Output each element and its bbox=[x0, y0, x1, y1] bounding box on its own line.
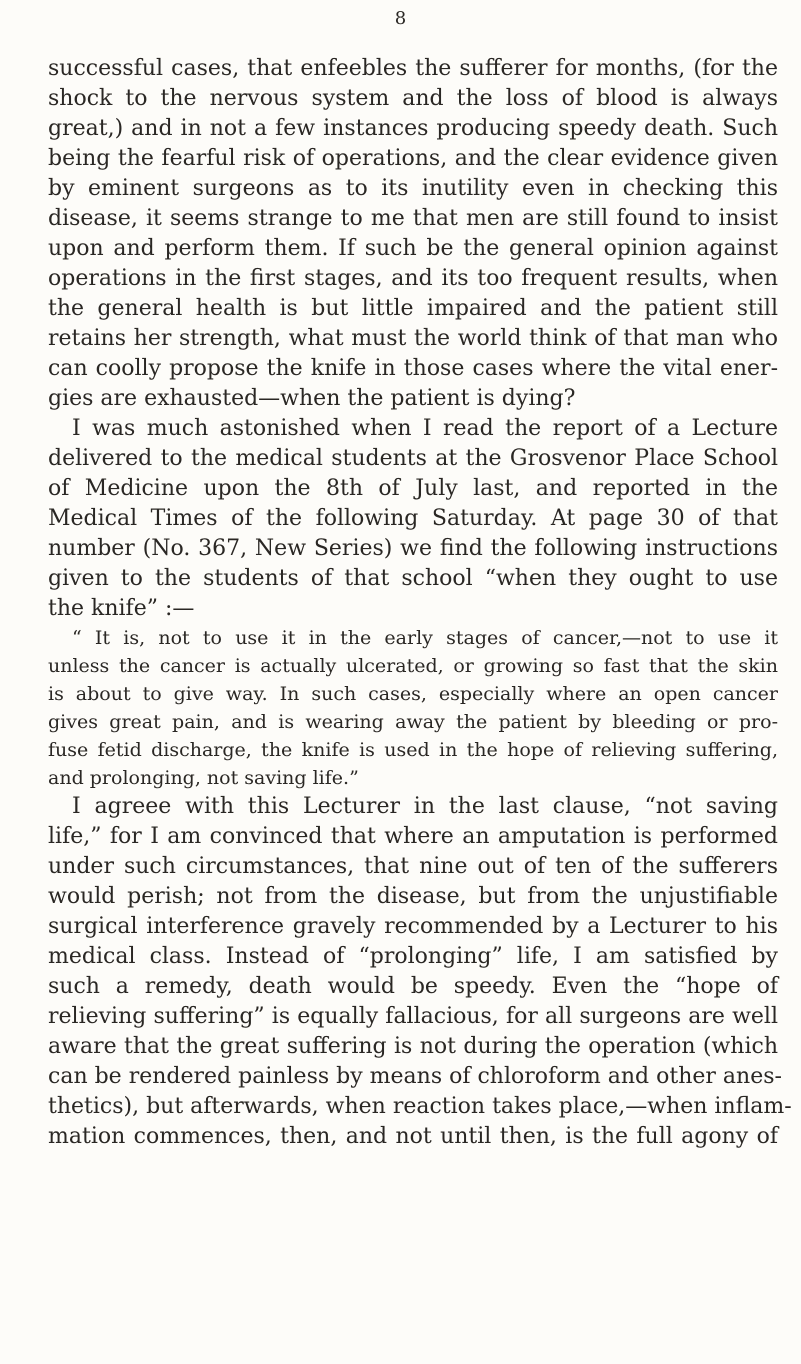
text-line: under such circumstances, that nine out of ten of the sufferers bbox=[48, 854, 778, 879]
text-line: I agreee with this Lecturer in the last clause, “not saving bbox=[72, 794, 778, 819]
text-line: given to the students of that school “when they ought to use bbox=[48, 566, 778, 591]
paragraph-1 bbox=[48, 54, 778, 414]
body-text bbox=[48, 54, 792, 1152]
text-line: can coolly propose the knife in those cases where the vital ener- bbox=[48, 356, 778, 381]
text-line: great,) and in not a few instances producing speedy death. Such bbox=[48, 116, 778, 141]
text-line: I was much astonished when I read the report of a Lecture bbox=[72, 416, 778, 441]
text-line: life,” for I am convinced that where an amputation is performed bbox=[48, 824, 778, 849]
text-line: can be rendered painless by means of chloroform and other anes- bbox=[48, 1064, 782, 1089]
text-line: would perish; not from the disease, but from the unjustifiable bbox=[48, 884, 778, 909]
paragraph-3 bbox=[48, 792, 792, 1152]
text-line: medical class. Instead of “prolonging” life, I am satisfied by bbox=[48, 944, 778, 969]
quote-line: “ It is, not to use it in the early stages of cancer,—not to use it bbox=[72, 627, 778, 649]
text-line: retains her strength, what must the world think of that man who bbox=[48, 326, 778, 351]
text-line: by eminent surgeons as to its inutility even in checking this bbox=[48, 176, 778, 201]
page-number: 8 bbox=[394, 8, 407, 29]
text-line: Medical Times of the following Saturday. At page 30 of that bbox=[48, 506, 778, 531]
text-line: shock to the nervous system and the loss of blood is always bbox=[48, 86, 778, 111]
quote-line: fuse fetid discharge, the knife is used in the hope of relieving suffering, bbox=[48, 739, 778, 761]
text-line: surgical interference gravely recommended by a Lecturer to his bbox=[48, 914, 778, 939]
text-line: operations in the first stages, and its too frequent results, when bbox=[48, 266, 778, 291]
block-quote bbox=[48, 624, 778, 792]
text-line: of Medicine upon the 8th of July last, and reported in the bbox=[48, 476, 778, 501]
text-line: aware that the great suffering is not during the operation (which bbox=[48, 1034, 778, 1059]
text-line: relieving suffering” is equally fallacious, for all surgeons are well bbox=[48, 1004, 778, 1029]
quote-line: and prolonging, not saving life.” bbox=[48, 767, 359, 789]
text-line: gies are exhausted—when the patient is dying? bbox=[48, 386, 576, 411]
quote-line: gives great pain, and is wearing away the patient by bleeding or pro- bbox=[48, 711, 778, 733]
text-line: delivered to the medical students at the Grosvenor Place School bbox=[48, 446, 778, 471]
text-line: thetics), but afterwards, when reaction takes place,—when inflam- bbox=[48, 1094, 792, 1119]
paragraph-2 bbox=[48, 414, 778, 624]
text-line: being the fearful risk of operations, and the clear evidence given bbox=[48, 146, 778, 171]
text-line: such a remedy, death would be speedy. Even the “hope of bbox=[48, 974, 778, 999]
text-line: the knife” :— bbox=[48, 596, 195, 621]
text-line: upon and perform them. If such be the general opinion against bbox=[48, 236, 778, 261]
text-line: the general health is but little impaired and the patient still bbox=[48, 296, 778, 321]
text-line: disease, it seems strange to me that men are still found to insist bbox=[48, 206, 778, 231]
text-line: number (No. 367, New Series) we find the following instructions bbox=[48, 536, 778, 561]
quote-line: is about to give way. In such cases, especially where an open cancer bbox=[48, 683, 778, 705]
text-line: successful cases, that enfeebles the sufferer for months, (for the bbox=[48, 56, 778, 81]
quote-line: unless the cancer is actually ulcerated, or growing so fast that the skin bbox=[48, 655, 778, 677]
text-line: mation commences, then, and not until then, is the full agony of bbox=[48, 1124, 778, 1149]
